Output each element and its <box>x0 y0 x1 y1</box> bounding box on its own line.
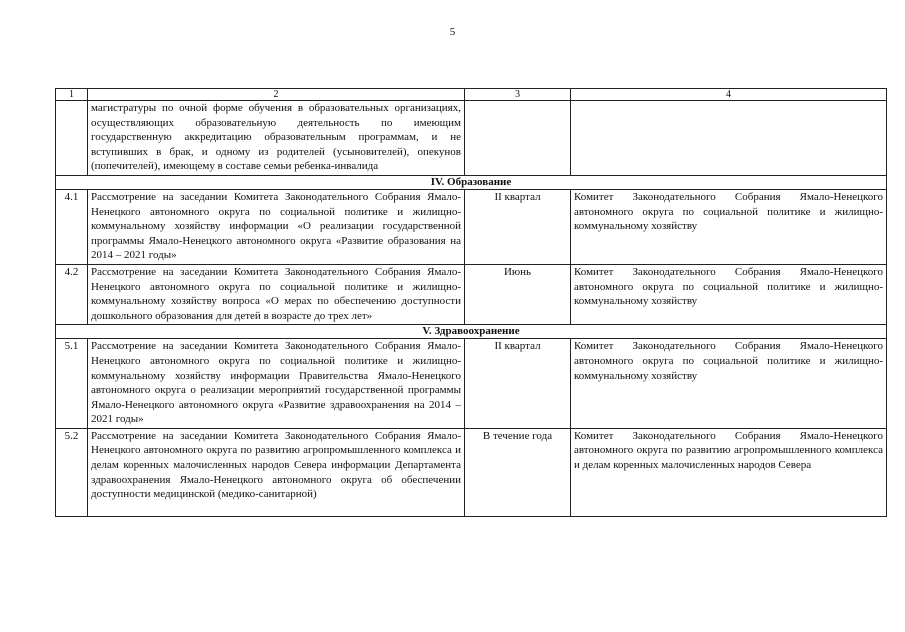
header-cell-3: 3 <box>465 89 571 101</box>
row-responsible: Комитет Законодательного Собрания Ямало-Ненецкого автономного округа по развитию агропромышленного комплекса и делам коренных малочисленных народов Севера <box>571 428 887 516</box>
row-responsible: Комитет Законодательного Собрания Ямало-Ненецкого автономного округа по социальной политике и жилищно-коммунальному хозяйству <box>571 264 887 324</box>
row-term: II квартал <box>465 339 571 429</box>
row-description: Рассмотрение на заседании Комитета Законодательного Собрания Ямало-Ненецкого автономного округа по социальной политике и жилищно-коммунальному хозяйству информации «О реализации государственной программы Ямало-Ненецкого автономного округа «Развитие образования на 2014 – 2021 годы» <box>88 189 465 264</box>
row-number: 5.2 <box>56 428 88 516</box>
row-responsible <box>571 101 887 176</box>
table-row <box>56 428 887 516</box>
row-term <box>465 101 571 176</box>
row-responsible: Комитет Законодательного Собрания Ямало-Ненецкого автономного округа по социальной политике и жилищно-коммунальному хозяйству <box>571 189 887 264</box>
row-term: Июнь <box>465 264 571 324</box>
row-description <box>88 428 465 516</box>
row-number: 5.1 <box>56 339 88 429</box>
continuation-row <box>56 101 887 176</box>
row-description-text: Рассмотрение на заседании Комитета Законодательного Собрания Ямало-Ненецкого автономного округа по развитию агропромышленного комплекса и делам коренных малочисленных народов Севера информации Департамента здравоохранения Ямало-Ненецкого автономного округа об обеспечении доступности медицинской (медико-санитарной) <box>91 429 461 501</box>
header-cell-1: 1 <box>56 89 88 101</box>
table-header-row <box>56 89 887 101</box>
row-description: магистратуры по очной форме обучения в образовательных организациях, осуществляющих образовательную деятельность по имеющим государственную аккредитацию образовательным программам, и не вступивших в брак, и одному из родителей (усыновителей), опекунов (попечителей), имеющему в составе семьи ребенка-инвалида <box>88 101 465 176</box>
row-description: Рассмотрение на заседании Комитета Законодательного Собрания Ямало-Ненецкого автономного округа по социальной политике и жилищно-коммунальному хозяйству информации Правительства Ямало-Ненецкого автономного округа о реализации мероприятий государственной программы Ямало-Ненецкого автономного округа «Развитие здравоохранения на 2014 – 2021 годы» <box>88 339 465 429</box>
section-title: IV. Образование <box>56 175 887 189</box>
table-row <box>56 264 887 324</box>
header-cell-2: 2 <box>88 89 465 101</box>
row-number: 4.1 <box>56 189 88 264</box>
row-term: В течение года <box>465 428 571 516</box>
section-header-row <box>56 175 887 189</box>
row-description: Рассмотрение на заседании Комитета Законодательного Собрания Ямало-Ненецкого автономного округа по социальной политике и жилищно-коммунальному хозяйству вопроса «О мерах по обеспечению доступности дошкольного образования для детей в возрасте до трех лет» <box>88 264 465 324</box>
plan-table <box>55 88 887 517</box>
page-number: 5 <box>449 26 456 38</box>
table-row <box>56 339 887 429</box>
row-number: 4.2 <box>56 264 88 324</box>
row-number <box>56 101 88 176</box>
table-row <box>56 189 887 264</box>
row-term: II квартал <box>465 189 571 264</box>
header-cell-4: 4 <box>571 89 887 101</box>
section-header-row <box>56 325 887 339</box>
row-responsible: Комитет Законодательного Собрания Ямало-Ненецкого автономного округа по социальной политике и жилищно-коммунальному хозяйству <box>571 339 887 429</box>
section-title: V. Здравоохранение <box>56 325 887 339</box>
